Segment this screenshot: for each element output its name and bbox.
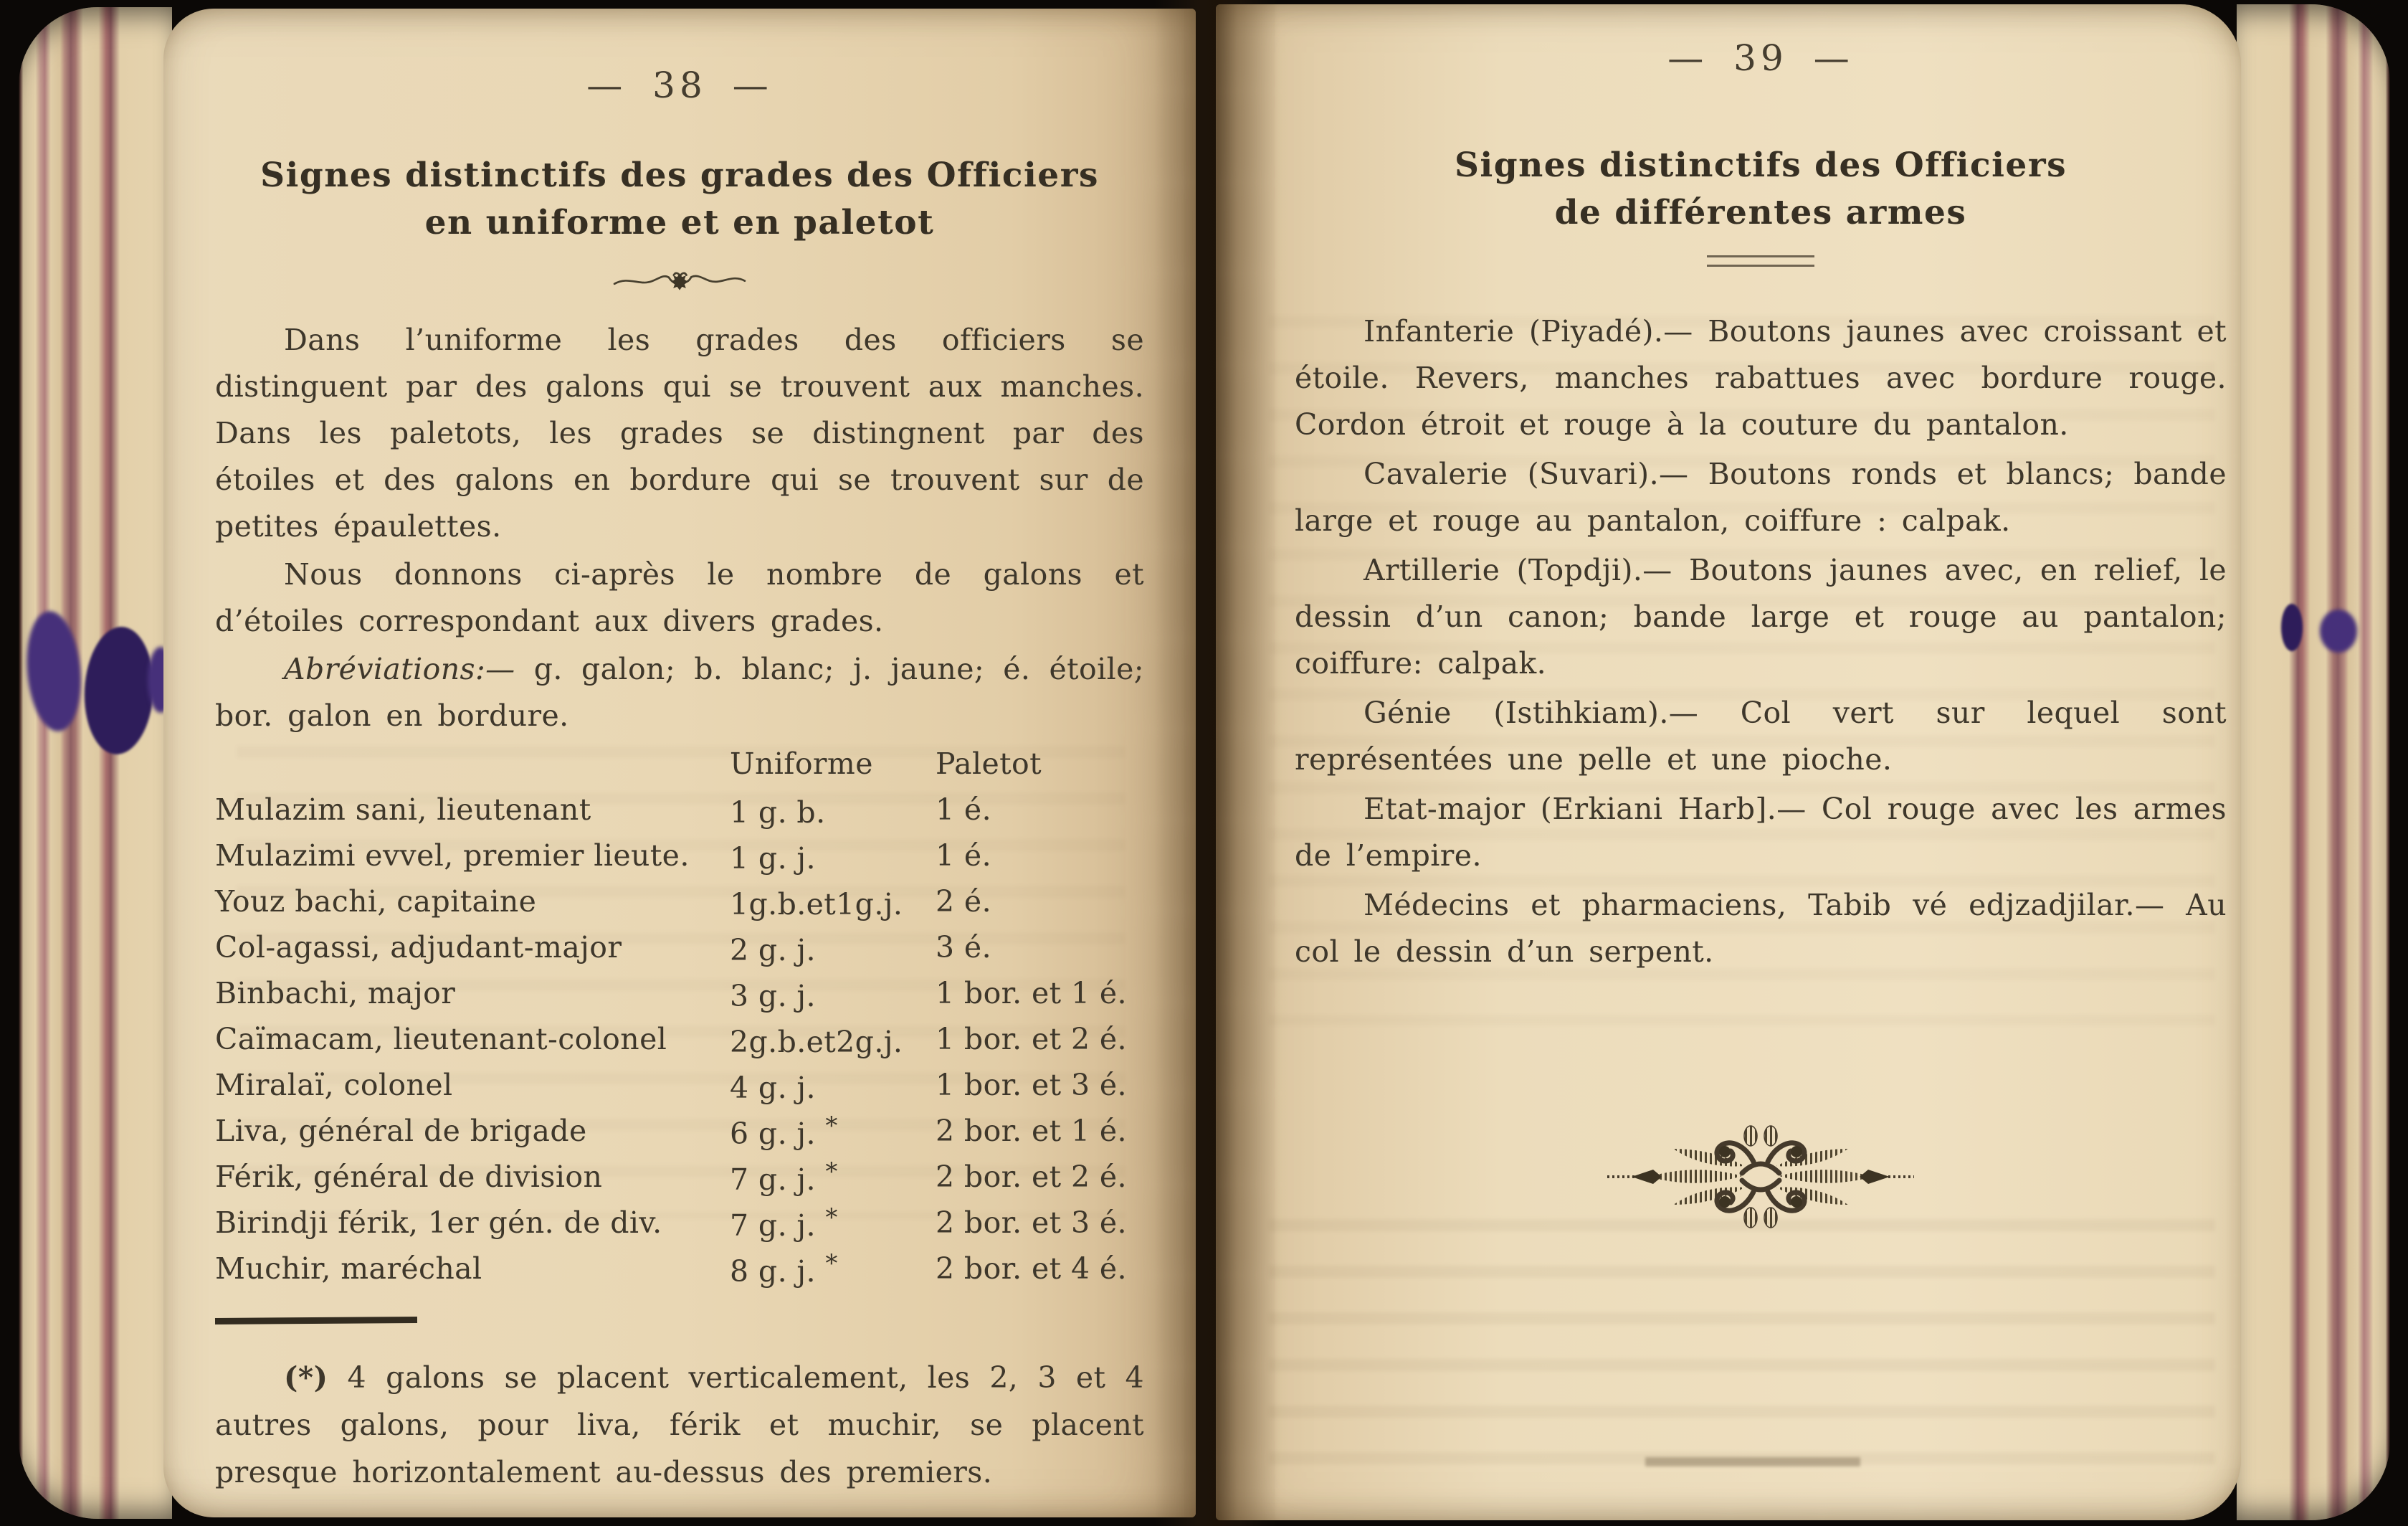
footnote-marker: * (825, 1248, 838, 1278)
footnote-separator (215, 1317, 417, 1324)
page-number-39: — 39 — (1667, 37, 1854, 79)
arm-entry (1295, 690, 2227, 783)
arm-term: Cavalerie (Suvari).— (1364, 457, 1689, 491)
table-row (215, 924, 1144, 970)
uniforme-cell (730, 833, 936, 878)
paletot-cell: 3 é. (936, 930, 992, 965)
abbreviations-lead: Abréviations:— (284, 652, 515, 686)
ink-stain (2281, 604, 2303, 651)
table-row (215, 970, 1144, 1016)
uniforme-cell (730, 924, 936, 970)
uniforme-value: 1 g. j. (730, 840, 816, 876)
table-header-row (215, 747, 1144, 787)
uniforme-cell (730, 1108, 936, 1154)
rank-table (215, 747, 1144, 1292)
uniforme-value: 2 g. j. (730, 932, 816, 967)
grade-cell: Birindji férik, 1er gén. de div. (215, 1205, 662, 1240)
paletot-cell: 2 bor. et 3 é. (936, 1205, 1127, 1240)
paletot-cell: 1 bor. et 3 é. (936, 1068, 1127, 1102)
paletot-cell: 1 é. (936, 792, 992, 827)
right-page-content (1295, 37, 2227, 1248)
arm-term: Médecins et pharmaciens, Tabib vé edjzadjilar.— (1364, 888, 2165, 922)
fleuron-ornament-icon (1295, 1109, 2227, 1248)
arm-entry (1295, 451, 2227, 544)
ink-stain (2320, 610, 2357, 653)
table-row (215, 833, 1144, 878)
left-page-content (215, 65, 1144, 1526)
uniforme-cell (730, 1062, 936, 1108)
table-row (215, 1016, 1144, 1062)
uniforme-value: 1g.b.et1g.j. (730, 886, 903, 921)
paletot-cell: 2 é. (936, 884, 992, 919)
arm-text: Col vert sur lequel sont représentées une pelle et une pioche. (1295, 696, 2227, 777)
table-row (215, 1108, 1144, 1154)
grade-cell: Caïmacam, lieutenant-colonel (215, 1022, 667, 1056)
arm-text: Boutons jaunes avec, en relief, le dessin d’un canon; bande large et rouge au pantalon; coiffure: calpak. (1295, 553, 2227, 681)
uniforme-value: 2g.b.et2g.j. (730, 1024, 903, 1059)
footnote (215, 1354, 1144, 1496)
arm-term: Artillerie (Topdji).— (1364, 553, 1672, 587)
header-spacer (215, 747, 730, 787)
table-row (215, 787, 1144, 833)
uniforme-value: 1 g. b. (730, 795, 826, 830)
grade-cell: Binbachi, major (215, 976, 456, 1010)
grade-cell: Liva, général de brigade (215, 1114, 587, 1148)
arm-text: Au col le dessin d’un serpent. (1295, 888, 2227, 969)
arm-term: Génie (Istihkiam).— (1364, 696, 1699, 730)
uniforme-cell (730, 970, 936, 1016)
footnote-marker: * (825, 1111, 838, 1140)
arm-entry (1295, 308, 2227, 448)
table-row (215, 1246, 1144, 1292)
title-underline (1707, 255, 1814, 267)
grade-cell: Miralaï, colonel (215, 1068, 453, 1102)
right-fore-edge (2237, 4, 2390, 1520)
uniforme-value: 4 g. j. (730, 1070, 816, 1105)
flourish-ornament-icon (215, 262, 1144, 298)
uniforme-cell (730, 878, 936, 924)
grade-cell: Mulazimi evvel, premier lieute. (215, 838, 690, 873)
paragraph: Dans l’uniforme les grades des officiers se distinguent par des galons qui se trouvent aux manches. Dans les paletots, les grades se distingnent par des étoiles et des galons en bordure qui se trouvent sur de petites épaulettes. (215, 323, 1144, 544)
uniforme-cell (730, 1016, 936, 1062)
uniforme-value: 3 g. j. (730, 978, 816, 1013)
left-title-line1: Signes distinctifs des grades des Officiers (260, 156, 1099, 195)
grade-cell: Férik, général de division (215, 1160, 603, 1194)
arm-entry (1295, 547, 2227, 687)
uniforme-value: 7 g. j. (730, 1208, 816, 1243)
paletot-cell: 2 bor. et 1 é. (936, 1114, 1127, 1148)
uniforme-value: 8 g. j. (730, 1254, 816, 1289)
uniforme-value: 7 g. j. (730, 1162, 816, 1197)
right-page-title (1295, 142, 2227, 237)
left-fore-edge (19, 7, 172, 1519)
uniforme-cell (730, 1246, 936, 1292)
arm-term: Infanterie (Piyadé).— (1364, 314, 1693, 349)
paletot-cell: 2 bor. et 2 é. (936, 1160, 1127, 1194)
footnote-marker: * (825, 1203, 838, 1232)
grade-cell: Youz bachi, capitaine (215, 884, 537, 919)
arm-entry (1295, 882, 2227, 975)
footnote-text: 4 galons se placent verticalement, les 2, 3 et 4 autres galons, pour liva, férik et muchir, se placent presque horizontalement au-dessus des premiers. (215, 1360, 1144, 1489)
left-title-line2: en uniforme et en paletot (424, 203, 935, 242)
paletot-cell: 1 bor. et 1 é. (936, 976, 1127, 1010)
arm-text: Boutons ronds et blancs; bande large et rouge au pantalon, coiffure : calpak. (1295, 457, 2227, 538)
uniforme-value: 6 g. j. (730, 1116, 816, 1151)
column-header-uniforme: Uniforme (730, 747, 873, 781)
paletot-cell: 1 é. (936, 838, 992, 873)
grade-cell: Col-agassi, adjudant-major (215, 930, 622, 965)
uniforme-cell (730, 1200, 936, 1246)
right-title-line2: de différentes armes (1554, 193, 1967, 232)
right-title-line1: Signes distinctifs des Officiers (1454, 146, 2067, 185)
grade-cell: Mulazim sani, lieutenant (215, 792, 591, 827)
uniforme-cell (730, 1154, 936, 1200)
arm-text: Boutons jaunes avec croissant et étoile. Revers, manches rabattues avec bordure rouge. Cordon étroit et rouge à la couture du pantalon. (1295, 314, 2227, 442)
table-row (215, 1154, 1144, 1200)
grade-cell: Muchir, maréchal (215, 1251, 482, 1286)
footnote-lead: (*) (284, 1360, 328, 1395)
uniforme-cell (730, 787, 936, 833)
paletot-cell: 2 bor. et 4 é. (936, 1251, 1127, 1286)
table-row (215, 1062, 1144, 1108)
arm-term: Etat-major (Erkiani Harb].— (1364, 792, 1807, 826)
paragraph: Nous donnons ci-après le nombre de galons et d’étoiles correspondant aux divers grades. (215, 557, 1144, 638)
arm-entry (1295, 786, 2227, 879)
paletot-cell: 1 bor. et 2 é. (936, 1022, 1127, 1056)
page-number-38: — 38 — (586, 65, 773, 106)
abbreviations-text: g. galon; b. blanc; j. jaune; é. étoile; bor. galon en bordure. (215, 652, 1144, 733)
column-header-paletot: Paletot (936, 747, 1042, 781)
table-row (215, 878, 1144, 924)
flourish-center-star (671, 274, 687, 290)
arm-text: Col rouge avec les armes de l’empire. (1295, 792, 2227, 873)
abbreviations-paragraph (215, 646, 1144, 739)
table-row (215, 1200, 1144, 1246)
footnote-marker: * (825, 1157, 838, 1186)
left-page-title (215, 152, 1144, 247)
